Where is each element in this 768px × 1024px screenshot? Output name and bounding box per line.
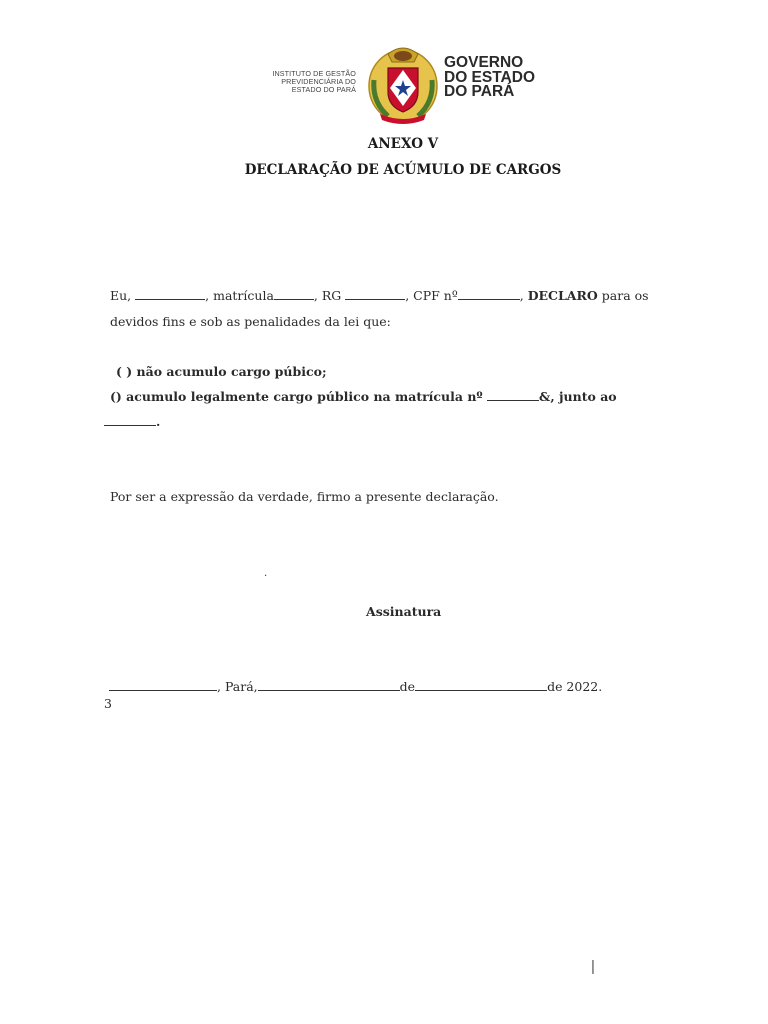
truth-statement: Por ser a expressão da verdade, firmo a presente declaração. [110,489,499,504]
stray-dot: . [264,568,268,579]
institute-line-2: PREVIDENCIÁRIA DO [281,77,356,86]
gov-line-1: GOVERNO [444,54,524,71]
option-not-accumulate: ( ) não acumulo cargo púbico; [116,364,327,379]
stray-digit: 3 [104,696,112,711]
text-rg: , RG [313,288,342,303]
option-tail: , junto ao [550,389,617,404]
text-para: , Pará, [217,679,258,694]
day-blank [258,679,400,691]
matricula-blank [274,288,314,300]
text-matricula: , matrícula [205,288,274,303]
text-eu: Eu, [110,288,132,303]
institute-line-3: ESTADO DO PARÁ [291,85,356,94]
option-accumulate-line-2 [104,414,160,429]
gov-line-3: DO PARÁ [444,83,515,100]
text-cpf: , CPF nº [405,288,458,303]
text-para-os: para os [601,288,649,303]
junto-ao-blank [104,414,156,426]
institute-line-1: INSTITUTO DE GESTÃO [272,69,356,78]
option-accumulate [110,389,617,404]
cpf-blank [458,288,520,300]
city-blank [109,679,217,691]
option-amp: & [539,389,551,404]
text-de: de [399,679,416,694]
rg-blank [345,288,405,300]
government-name [444,56,535,100]
date-line [109,679,602,694]
document-title: DECLARAÇÃO DE ACÚMULO DE CARGOS [244,162,562,178]
name-blank [135,288,205,300]
declaration-line-1 [110,288,649,303]
option-matricula-blank [487,389,539,401]
para-coat-of-arms-icon [366,40,440,124]
signature-label: Assinatura [366,604,442,619]
text-comma: , [519,288,524,303]
option-end: . [156,414,161,429]
declaration-line-2: devidos fins e sob as penalidades da lei que: [110,314,391,329]
institute-name [250,70,356,94]
annex-label: ANEXO V [367,136,439,152]
option-accumulate-text: () acumulo legalmente cargo público na matrícula nº [110,389,483,404]
month-blank [415,679,547,691]
text-year: de 2022. [547,679,603,694]
gov-line-2: DO ESTADO [444,68,535,86]
declaro-keyword: DECLARO [527,288,598,303]
page-marker: | [591,958,595,975]
